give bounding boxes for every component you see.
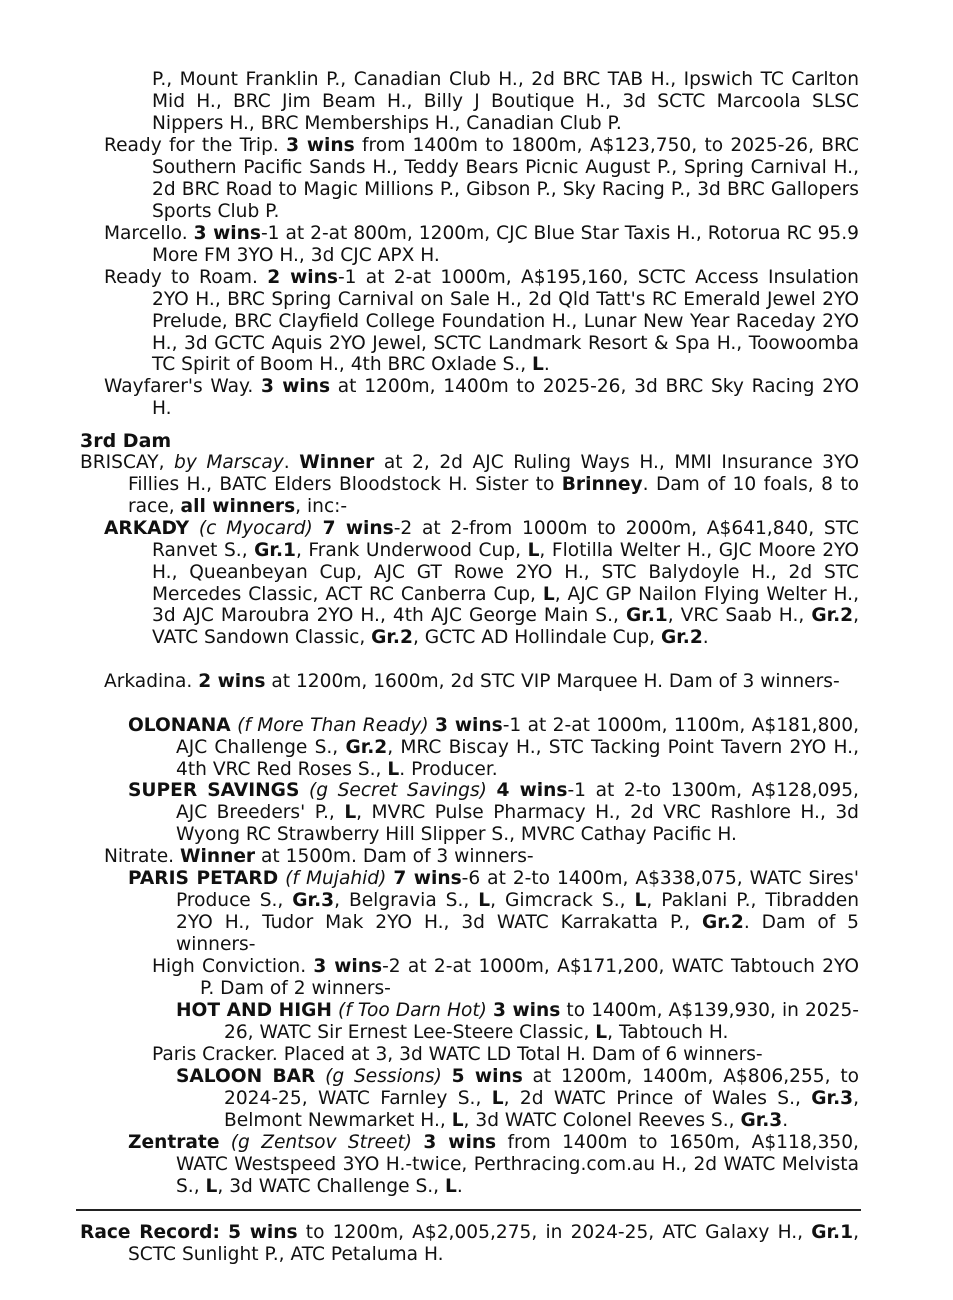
dam-briscay: BRISCAY, by Marscay. Winner at 2, 2d AJC Ruling Ways H., MMI Insurance 3YO Fillies H., BATC Elders Bloodstock H. Sister to Brinney. Dam of 10 foals, 8 to race, all winners, inc:- xyxy=(80,452,859,517)
entry-marcello: Marcello. 3 wins-1 at 2-at 800m, 1200m, CJC Blue Star Taxis H., Rotorua RC 95.9 More FM 3YO H., 3d CJC APX H. xyxy=(104,223,859,266)
section-heading-3rd-dam: 3rd Dam xyxy=(80,430,172,452)
entry-super-savings: SUPER SAVINGS (g Secret Savings) 4 wins-1 at 2-to 1300m, A$128,095, AJC Breeders' P., L, MVRC Pulse Pharmacy H., 2d VRC Rashlore H., 3d Wyong RC Strawberry Hill Slipper S., MVRC Cathay Pacific H. xyxy=(128,780,859,845)
entry-paris-petard: PARIS PETARD (f Mujahid) 7 wins-6 at 2-to 1400m, A$338,075, WATC Sires' Produce S., Gr.3, Belgravia S., L, Gimcrack S., L, Paklani P., Tibradden 2YO H., Tudor Mak 2YO H., 3d WATC Karrakatta P., Gr.2. Dam of 5 winners- xyxy=(128,868,860,955)
entry-ready-for-the-trip: Ready for the Trip. 3 wins from 1400m to 1800m, A$123,750, to 2025-26, BRC Southern Pacific Sands H., Teddy Bears Picnic August P., Spring Carnival H., 2d BRC Road to Magic Millions P., Gibson P., Sky Racing P., 3d BRC Gallopers Sports Club P. xyxy=(104,135,859,222)
entry-wayfarers-way: Wayfarer's Way. 3 wins at 1200m, 1400m to 2025-26, 3d BRC Sky Racing 2YO H. xyxy=(104,376,859,419)
section-divider xyxy=(76,1209,861,1211)
entry-arkady: ARKADY (c Myocard) 7 wins-2 at 2-from 1000m to 2000m, A$641,840, STC Ranvet S., Gr.1, Frank Underwood Cup, L, Flotilla Welter H., GJC Moore 2YO H., Queanbeyan Cup, AJC GT Rowe 2YO H., STC Balydoyle H., 2d STC Mercedes Classic, ACT RC Canberra Cup, L, AJC GP Nailon Flying Welter H., 3d AJC Maroubra 2YO H., 4th AJC George Main S., Gr.1, VRC Saab H., Gr.2, VATC Sandown Classic, Gr.2, GCTC AD Hollindale Cup, Gr.2. xyxy=(104,518,860,649)
entry-arkadina: Arkadina. 2 wins at 1200m, 1600m, 2d STC VIP Marquee H. Dam of 3 winners- xyxy=(104,671,840,692)
entry-high-conviction: High Conviction. 3 wins-2 at 2-at 1000m, A$171,200, WATC Tabtouch 2YO P. Dam of 2 winners- xyxy=(152,956,859,999)
entry-zentrate: Zentrate (g Zentsov Street) 3 wins from 1400m to 1650m, A$118,350, WATC Westspeed 3YO H.-twice, Perthracing.com.au H., 2d WATC Melvista S., L, 3d WATC Challenge S., L. xyxy=(128,1132,859,1197)
entry-olonana: OLONANA (f More Than Ready) 3 wins-1 at 2-at 1000m, 1100m, A$181,800, AJC Challenge S., Gr.2, MRC Biscay H., STC Tacking Point Tavern 2YO H., 4th VRC Red Roses S., L. Producer. xyxy=(128,715,859,780)
entry-saloon-bar: SALOON BAR (g Sessions) 5 wins at 1200m, 1400m, A$806,255, to 2024-25, WATC Farnley S., L, 2d WATC Prince of Wales S., Gr.3, Belmont Newmarket H., L, 3d WATC Colonel Reeves S., Gr.3. xyxy=(176,1066,859,1131)
entry-hot-and-high: HOT AND HIGH (f Too Darn Hot) 3 wins to 1400m, A$139,930, in 2025-26, WATC Sir Ernest Lee-Steere Classic, L, Tabtouch H. xyxy=(176,1000,859,1043)
race-record: Race Record: 5 wins to 1200m, A$2,005,275, in 2024-25, ATC Galaxy H., Gr.1, SCTC Sunlight P., ATC Petaluma H. xyxy=(80,1222,859,1265)
entry-nitrate: Nitrate. Winner at 1500m. Dam of 3 winners- xyxy=(104,846,534,867)
entry-paris-cracker: Paris Cracker. Placed at 3, 3d WATC LD Total H. Dam of 6 winners- xyxy=(152,1044,763,1065)
entry-ready-to-roam: Ready to Roam. 2 wins-1 at 2-at 1000m, A$195,160, SCTC Access Insulation 2YO H., BRC Spring Carnival on Sale H., 2d Qld Tatt's RC Emerald Jewel 2YO Prelude, BRC Clayfield College Foundation H., Lunar New Year Raceday 2YO H., 3d GCTC Aquis 2YO Jewel, SCTC Landmark Resort & Spa H., Toowoomba TC Spirit of Boom H., 4th BRC Oxlade S., L. xyxy=(104,267,859,376)
continuation-paragraph: P., Mount Franklin P., Canadian Club H., 2d BRC TAB H., Ipswich TC Carlton Mid H., BRC Jim Beam H., Billy J Boutique H., 3d SCTC Marcoola SLSC Nippers H., BRC Memberships H., Canadian Club P. xyxy=(152,69,859,134)
